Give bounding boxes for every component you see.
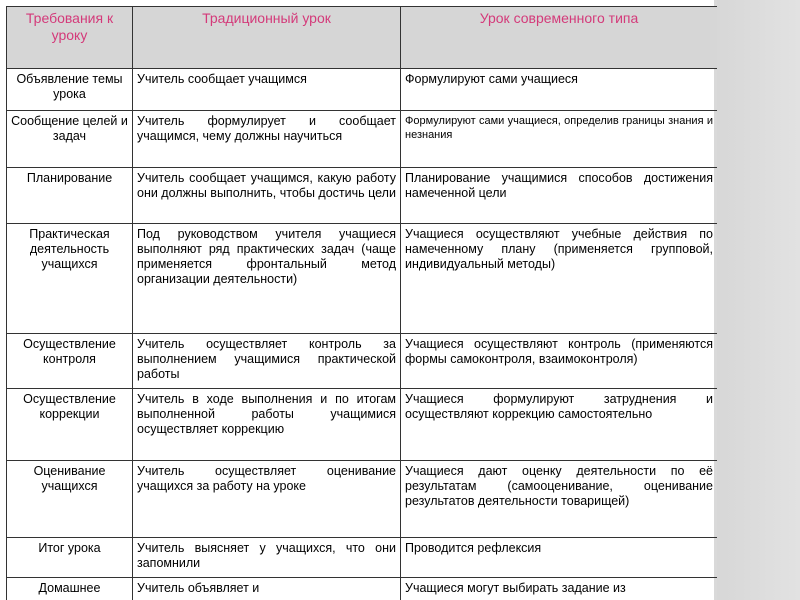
traditional-cell: Учитель выясняет у учащихся, что они запомнили (133, 538, 401, 578)
modern-cell: Учащиеся формулируют затруднения и осуществляют коррекцию самостоятельно (401, 389, 718, 461)
modern-cell: Учащиеся осуществляют контроль (применяются формы самоконтроля, взаимоконтроля) (401, 334, 718, 389)
right-side-panel-shade (717, 0, 800, 600)
requirement-cell: Осуществление коррекции (7, 389, 133, 461)
modern-cell: Формулируют сами учащиеся, определив границы знания и незнания (401, 111, 718, 168)
modern-cell: Учащиеся дают оценку деятельности по её результатам (самооценивание, оценивание результатов деятельности товарищей) (401, 461, 718, 538)
traditional-cell: Учитель формулирует и сообщает учащимся, чему должны научиться (133, 111, 401, 168)
table-row (7, 111, 718, 168)
modern-cell: Планирование учащимися способов достижения намеченной цели (401, 168, 718, 224)
right-side-panel (714, 0, 800, 600)
modern-cell: Проводится рефлексия (401, 538, 718, 578)
table-row (7, 334, 718, 389)
table-row (7, 168, 718, 224)
requirement-cell: Сообщение целей и задач (7, 111, 133, 168)
traditional-cell: Учитель осуществляет оценивание учащихся за работу на уроке (133, 461, 401, 538)
table-row (7, 461, 718, 538)
requirement-cell: Практическая деятельность учащихся (7, 224, 133, 334)
comparison-table (6, 6, 717, 600)
comparison-table-container (6, 6, 717, 600)
requirement-cell: Домашнее (7, 578, 133, 600)
modern-cell: Формулируют сами учащиеся (401, 69, 718, 111)
table-row (7, 578, 718, 600)
requirement-cell: Планирование (7, 168, 133, 224)
table-row (7, 389, 718, 461)
header-requirements: Требования к уроку (7, 7, 133, 69)
requirement-cell: Объявление темы урока (7, 69, 133, 111)
header-modern-lesson: Урок современного типа (401, 7, 718, 69)
table-row (7, 224, 718, 334)
header-traditional-lesson: Традиционный урок (133, 7, 401, 69)
traditional-cell: Учитель сообщает учащимся, какую работу они должны выполнить, чтобы достичь цели (133, 168, 401, 224)
traditional-cell: Учитель объявляет и (133, 578, 401, 600)
table-row (7, 69, 718, 111)
traditional-cell: Под руководством учителя учащиеся выполняют ряд практических задач (чаще применяется фронтальный метод организации деятельности) (133, 224, 401, 334)
requirement-cell: Оценивание учащихся (7, 461, 133, 538)
table-header-row (7, 7, 718, 69)
modern-cell: Учащиеся могут выбирать задание из (401, 578, 718, 600)
modern-cell: Учащиеся осуществляют учебные действия по намеченному плану (применяется групповой, индивидуальный методы) (401, 224, 718, 334)
traditional-cell: Учитель в ходе выполнения и по итогам выполненной работы учащимися осуществляет коррекцию (133, 389, 401, 461)
traditional-cell: Учитель сообщает учащимся (133, 69, 401, 111)
requirement-cell: Итог урока (7, 538, 133, 578)
table-row (7, 538, 718, 578)
requirement-cell: Осуществление контроля (7, 334, 133, 389)
traditional-cell: Учитель осуществляет контроль за выполнением учащимися практической работы (133, 334, 401, 389)
